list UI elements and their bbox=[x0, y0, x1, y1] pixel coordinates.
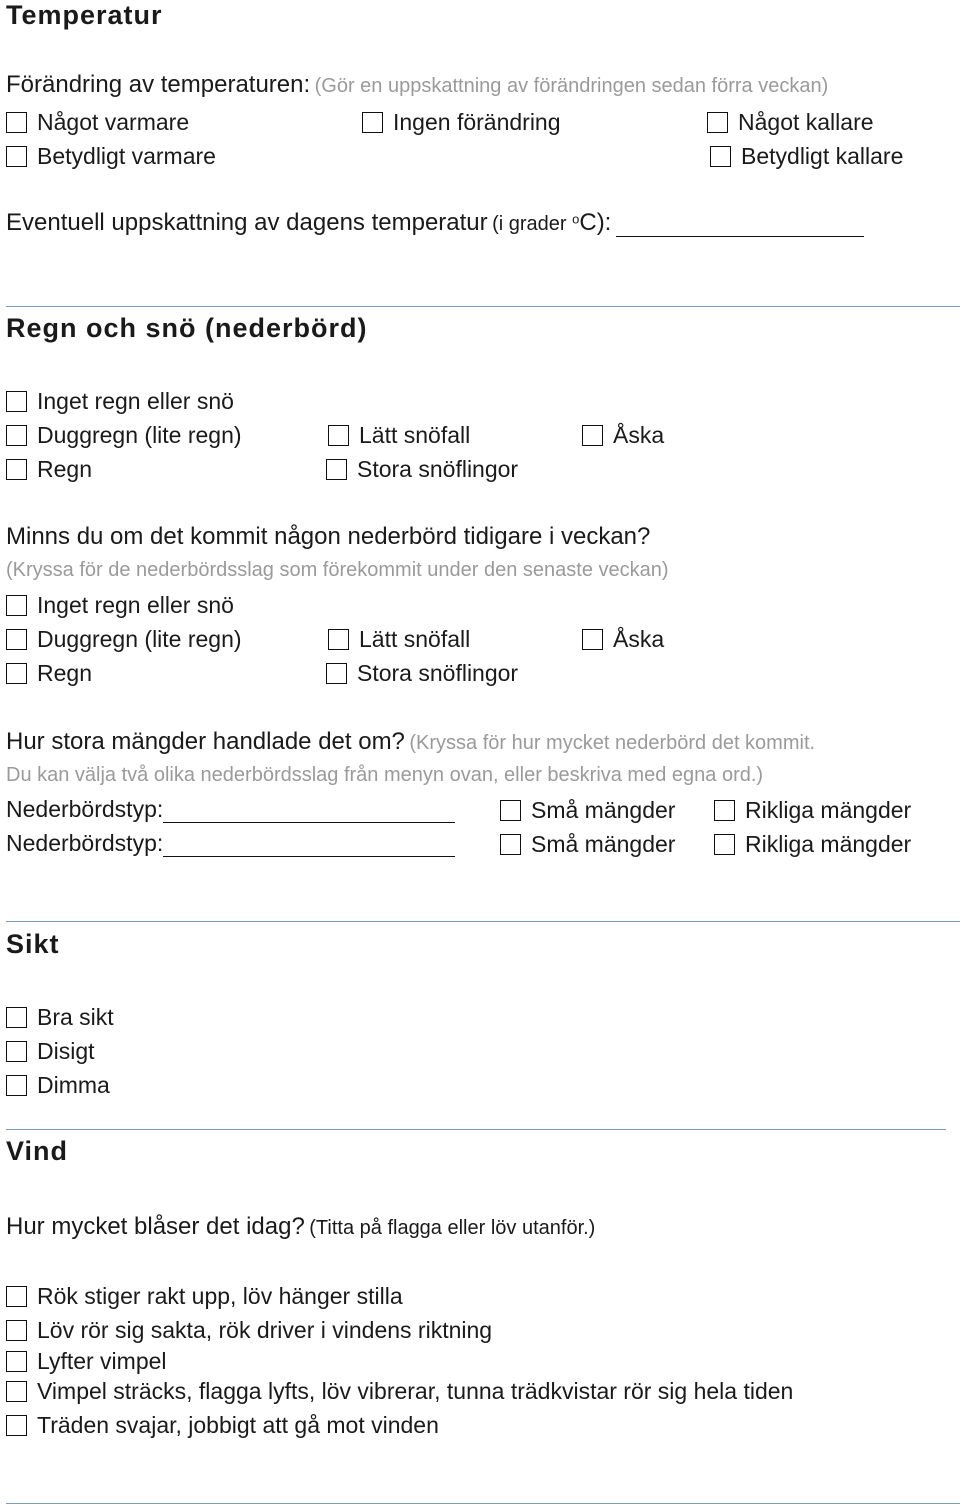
option-label: Åska bbox=[613, 422, 665, 448]
option-dimma[interactable] bbox=[6, 1072, 110, 1099]
checkbox[interactable] bbox=[326, 663, 347, 684]
option-label: Bra sikt bbox=[37, 1004, 114, 1030]
temperature-estimate-label: Eventuell uppskattning av dagens temperatur bbox=[6, 209, 488, 236]
temperatur-heading: Temperatur bbox=[6, 0, 163, 30]
option-label: Regn bbox=[37, 456, 92, 482]
checkbox[interactable] bbox=[6, 1286, 27, 1307]
checkbox[interactable] bbox=[6, 1351, 27, 1372]
earlier-precipitation-note: (Kryssa för de nederbördsslag som förekommit under den senaste veckan) bbox=[6, 559, 669, 581]
option-label: Regn bbox=[37, 660, 92, 686]
option-label: Inget regn eller snö bbox=[37, 388, 234, 414]
checkbox[interactable] bbox=[6, 459, 27, 480]
option-sma-mangder-1[interactable] bbox=[500, 797, 675, 824]
temperature-change-row bbox=[6, 71, 828, 99]
checkbox[interactable] bbox=[582, 629, 603, 650]
checkbox[interactable] bbox=[6, 112, 27, 133]
checkbox[interactable] bbox=[328, 629, 349, 650]
checkbox[interactable] bbox=[714, 834, 735, 855]
option-duggregn[interactable] bbox=[6, 422, 242, 449]
checkbox[interactable] bbox=[6, 663, 27, 684]
option-stora-snoflingor[interactable] bbox=[326, 456, 518, 483]
earlier-option-duggregn[interactable] bbox=[6, 626, 242, 653]
checkbox[interactable] bbox=[500, 800, 521, 821]
wind-option-5[interactable] bbox=[6, 1412, 439, 1439]
option-label: Inget regn eller snö bbox=[37, 592, 234, 618]
precip-type-label: Nederbördstyp: bbox=[6, 830, 164, 856]
section-divider bbox=[6, 1129, 946, 1130]
checkbox[interactable] bbox=[6, 595, 27, 616]
wind-option-4[interactable] bbox=[6, 1378, 793, 1405]
wind-note: (Titta på flagga eller löv utanför.) bbox=[309, 1217, 596, 1239]
amount-question-row bbox=[6, 728, 815, 756]
amount-question: Hur stora mängder handlade det om? bbox=[6, 728, 405, 755]
option-label: Rök stiger rakt upp, löv hänger stilla bbox=[37, 1283, 403, 1309]
option-label: Duggregn (lite regn) bbox=[37, 422, 242, 448]
amount-note-2: Du kan välja två olika nederbördsslag från menyn ovan, eller beskriva med egna ord.) bbox=[6, 764, 764, 786]
checkbox[interactable] bbox=[500, 834, 521, 855]
option-disigt[interactable] bbox=[6, 1038, 95, 1065]
option-label: Något varmare bbox=[37, 109, 190, 135]
option-betydligt-kallare[interactable] bbox=[710, 143, 903, 170]
checkbox[interactable] bbox=[6, 1007, 27, 1028]
option-nagot-varmare[interactable] bbox=[6, 109, 189, 136]
checkbox[interactable] bbox=[714, 800, 735, 821]
option-label: Lätt snöfall bbox=[359, 422, 471, 448]
option-sma-mangder-2[interactable] bbox=[500, 831, 675, 858]
option-label: Lyfter vimpel bbox=[37, 1348, 167, 1374]
temperature-change-label: Förändring av temperaturen: bbox=[6, 71, 311, 98]
wind-option-1[interactable] bbox=[6, 1283, 403, 1310]
earlier-precipitation-question: Minns du om det kommit någon nederbörd tidigare i veckan? bbox=[6, 523, 651, 550]
precip-type-row-2 bbox=[6, 830, 455, 857]
checkbox[interactable] bbox=[6, 629, 27, 650]
checkbox[interactable] bbox=[6, 1320, 27, 1341]
amount-note-1: (Kryssa för hur mycket nederbörd det kommit. bbox=[409, 732, 816, 754]
option-label: Vimpel sträcks, flagga lyfts, löv vibrerar, tunna trädkvistar rör sig hela tiden bbox=[37, 1378, 794, 1404]
nederbord-heading: Regn och snö (nederbörd) bbox=[6, 313, 368, 343]
option-betydligt-varmare[interactable] bbox=[6, 143, 216, 170]
option-nagot-kallare[interactable] bbox=[707, 109, 874, 136]
option-label: Dimma bbox=[37, 1072, 110, 1098]
option-label: Något kallare bbox=[738, 109, 874, 135]
earlier-option-regn[interactable] bbox=[6, 660, 92, 687]
earlier-option-aska[interactable] bbox=[582, 626, 664, 653]
vind-heading: Vind bbox=[6, 1136, 69, 1166]
option-latt-snofall[interactable] bbox=[328, 422, 470, 449]
checkbox[interactable] bbox=[6, 1415, 27, 1436]
precip-type-row-1 bbox=[6, 796, 455, 823]
temperature-estimate-field[interactable] bbox=[616, 214, 864, 237]
section-divider bbox=[6, 306, 960, 307]
option-inget-regn[interactable] bbox=[6, 388, 234, 415]
option-aska[interactable] bbox=[582, 422, 664, 449]
option-rikliga-mangder-1[interactable] bbox=[714, 797, 911, 824]
option-label: Rikliga mängder bbox=[745, 831, 912, 857]
earlier-option-latt-snofall[interactable] bbox=[328, 626, 470, 653]
option-bra-sikt[interactable] bbox=[6, 1004, 114, 1031]
checkbox[interactable] bbox=[6, 1041, 27, 1062]
option-label: Stora snöflingor bbox=[357, 456, 519, 482]
checkbox[interactable] bbox=[582, 425, 603, 446]
checkbox[interactable] bbox=[6, 391, 27, 412]
checkbox[interactable] bbox=[707, 112, 728, 133]
checkbox[interactable] bbox=[362, 112, 383, 133]
option-label: Lätt snöfall bbox=[359, 626, 471, 652]
option-label: Duggregn (lite regn) bbox=[37, 626, 242, 652]
option-label: Rikliga mängder bbox=[745, 797, 912, 823]
option-ingen-forandring[interactable] bbox=[362, 109, 561, 136]
option-regn[interactable] bbox=[6, 456, 92, 483]
checkbox[interactable] bbox=[710, 146, 731, 167]
option-label: Löv rör sig sakta, rök driver i vindens riktning bbox=[37, 1317, 493, 1343]
wind-option-2[interactable] bbox=[6, 1317, 492, 1344]
option-label: Träden svajar, jobbigt att gå mot vinden bbox=[37, 1412, 439, 1438]
wind-option-3[interactable] bbox=[6, 1348, 167, 1375]
wind-question: Hur mycket blåser det idag? bbox=[6, 1213, 305, 1240]
checkbox[interactable] bbox=[6, 146, 27, 167]
option-label: Åska bbox=[613, 626, 665, 652]
option-label: Små mängder bbox=[531, 831, 676, 857]
checkbox[interactable] bbox=[328, 425, 349, 446]
precip-type-label: Nederbördstyp: bbox=[6, 796, 164, 822]
temperature-change-note: (Gör en uppskattning av förändringen sedan förra veckan) bbox=[314, 75, 829, 97]
option-label: Små mängder bbox=[531, 797, 676, 823]
section-divider bbox=[6, 1503, 960, 1504]
temperature-unit-close: C): bbox=[579, 209, 612, 236]
checkbox[interactable] bbox=[6, 425, 27, 446]
option-label: Disigt bbox=[37, 1038, 95, 1064]
earlier-option-inget-regn[interactable] bbox=[6, 592, 234, 619]
section-divider bbox=[6, 921, 960, 922]
option-label: Ingen förändring bbox=[393, 109, 561, 135]
degree-sup: o bbox=[572, 211, 580, 227]
temperature-unit-open: (i grader bbox=[492, 213, 573, 235]
option-rikliga-mangder-2[interactable] bbox=[714, 831, 911, 858]
checkbox[interactable] bbox=[6, 1381, 27, 1402]
option-label: Stora snöflingor bbox=[357, 660, 519, 686]
precip-type-field[interactable] bbox=[163, 800, 455, 823]
checkbox[interactable] bbox=[6, 1075, 27, 1096]
wind-question-row bbox=[6, 1213, 595, 1241]
earlier-option-stora-snoflingor[interactable] bbox=[326, 660, 518, 687]
temperature-estimate-row bbox=[6, 209, 864, 237]
precip-type-field[interactable] bbox=[163, 834, 455, 857]
option-label: Betydligt kallare bbox=[741, 143, 904, 169]
sikt-heading: Sikt bbox=[6, 929, 60, 959]
option-label: Betydligt varmare bbox=[37, 143, 216, 169]
checkbox[interactable] bbox=[326, 459, 347, 480]
